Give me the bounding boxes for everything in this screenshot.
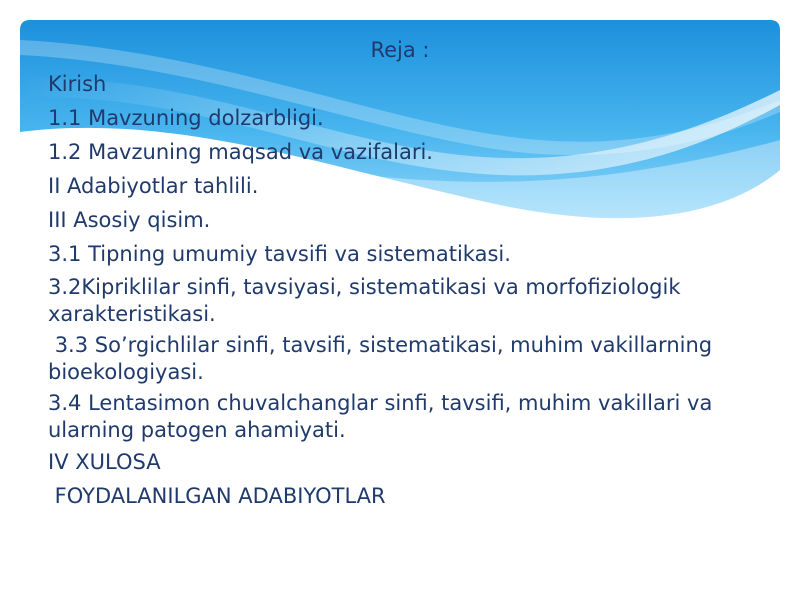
outline-item-iv: IV XULOSA: [48, 450, 161, 474]
outline-item-3-2: 3.2Kipriklilar sinfi, tavsiyasi, sistematikasi va morfofiziologik xarakteristikasi.: [48, 275, 681, 326]
outline-item-references: FOYDALANILGAN ADABIYOTLAR: [48, 484, 386, 508]
slide-title: Reja :: [370, 38, 430, 62]
outline-item-3-3: 3.3 So’rgichlilar sinfi, tavsifi, sistematikasi, muhim vakillarning bioekologiyasi.: [48, 333, 719, 384]
slide-content: [48, 34, 748, 512]
outline-item-3-4: 3.4 Lentasimon chuvalchanglar sinfi, tavsifi, muhim vakillari va ularning patogen ahamiyati.: [48, 391, 713, 442]
outline-item-ii: II Adabiyotlar tahlili.: [48, 174, 259, 198]
outline-item-iii: III Asosiy qisim.: [48, 208, 211, 232]
outline-item-1-2: 1.2 Mavzuning maqsad va vazifalari.: [48, 140, 433, 164]
outline-item-kirish: Kirish: [48, 72, 107, 96]
outline-item-1-1: 1.1 Mavzuning dolzarbligi.: [48, 106, 324, 130]
outline-item-3-1: 3.1 Tipning umumiy tavsifi va sistematikasi.: [48, 242, 511, 266]
